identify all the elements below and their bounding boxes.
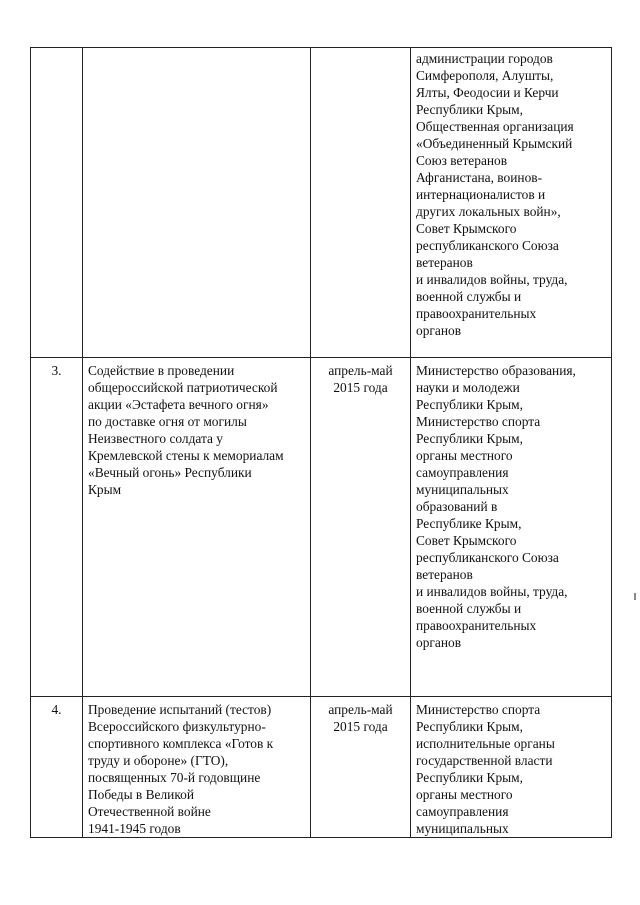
- text-line: Республики Крым,: [416, 431, 523, 446]
- text-line: образований в: [416, 499, 498, 514]
- text-line: Республике Крым,: [416, 516, 522, 531]
- text-line: республиканского Союза: [416, 550, 559, 565]
- text-line: труду и обороне» (ГТО),: [88, 753, 229, 768]
- text-line: Министерство спорта: [416, 414, 541, 429]
- row-number: 4.: [31, 697, 83, 838]
- text-line: Содействие в проведении: [88, 363, 235, 378]
- text-line: Афганистана, воинов-: [416, 170, 543, 185]
- text-line: Министерство спорта: [416, 702, 541, 717]
- scan-mark: [634, 593, 636, 600]
- text-line: Неизвестного солдата у: [88, 431, 224, 446]
- text-line: правоохранительных: [416, 306, 537, 321]
- text-line: Совет Крымского: [416, 221, 517, 236]
- text-line: других локальных войн»,: [416, 204, 561, 219]
- text-line: по доставке огня от могилы: [88, 414, 247, 429]
- text-line: и инвалидов войны, труда,: [416, 584, 568, 599]
- text-line: администрации городов: [416, 51, 553, 66]
- text-line: «Вечный огонь» Республики: [88, 465, 252, 480]
- text-line: органов: [416, 323, 462, 338]
- event-date: [311, 48, 411, 358]
- text-line: органов: [416, 635, 462, 650]
- text-line: государственной власти: [416, 753, 553, 768]
- text-line: республиканского Союза: [416, 238, 559, 253]
- text-line: 2015 года: [333, 380, 388, 395]
- responsible-parties: [411, 697, 612, 838]
- text-line: самоуправления: [416, 465, 509, 480]
- text-line: военной службы и: [416, 601, 522, 616]
- text-line: Республики Крым,: [416, 719, 523, 734]
- text-line: Республики Крым,: [416, 102, 523, 117]
- text-line: Крым: [88, 482, 122, 497]
- text-line: Совет Крымского: [416, 533, 517, 548]
- text-line: Ялты, Феодосии и Керчи: [416, 85, 559, 100]
- text-line: органы местного: [416, 787, 513, 802]
- events-table: [30, 47, 612, 838]
- event-description: [83, 48, 311, 358]
- responsible-parties: [411, 48, 612, 358]
- text-line: Республики Крым,: [416, 397, 523, 412]
- text-line: 1941-1945 годов: [88, 821, 181, 836]
- event-date: [311, 358, 411, 697]
- text-line: ветеранов: [416, 255, 473, 270]
- text-line: самоуправления: [416, 804, 509, 819]
- table-row: [31, 48, 612, 358]
- text-line: апрель-май: [328, 363, 393, 378]
- text-line: ветеранов: [416, 567, 473, 582]
- text-line: Победы в Великой: [88, 787, 195, 802]
- row-number: [31, 48, 83, 358]
- text-line: муниципальных: [416, 482, 509, 497]
- text-line: 2015 года: [333, 719, 388, 734]
- text-line: «Объединенный Крымский: [416, 136, 573, 151]
- text-line: и инвалидов войны, труда,: [416, 272, 568, 287]
- text-line: спортивного комплекса «Готов к: [88, 736, 274, 751]
- text-line: общероссийской патриотической: [88, 380, 278, 395]
- text-line: военной службы и: [416, 289, 522, 304]
- text-line: правоохранительных: [416, 618, 537, 633]
- text-line: апрель-май: [328, 702, 393, 717]
- table-row: [31, 697, 612, 838]
- text-line: науки и молодежи: [416, 380, 520, 395]
- event-date: [311, 697, 411, 838]
- text-line: органы местного: [416, 448, 513, 463]
- text-line: муниципальных: [416, 821, 509, 836]
- text-line: акции «Эстафета вечного огня»: [88, 397, 269, 412]
- text-line: Кремлевской стены к мемориалам: [88, 448, 284, 463]
- text-line: Отечественной войне: [88, 804, 211, 819]
- text-line: Симферополя, Алушты,: [416, 68, 554, 83]
- event-description: [83, 358, 311, 697]
- responsible-parties: [411, 358, 612, 697]
- text-line: посвященных 70-й годовщине: [88, 770, 261, 785]
- event-description: [83, 697, 311, 838]
- text-line: Республики Крым,: [416, 770, 523, 785]
- text-line: Министерство образования,: [416, 363, 576, 378]
- text-line: Всероссийского физкультурно-: [88, 719, 266, 734]
- text-line: Проведение испытаний (тестов): [88, 702, 272, 717]
- row-number: 3.: [31, 358, 83, 697]
- text-line: Союз ветеранов: [416, 153, 508, 168]
- text-line: Общественная организация: [416, 119, 574, 134]
- text-line: исполнительные органы: [416, 736, 555, 751]
- text-line: интернационалистов и: [416, 187, 546, 202]
- table-row: [31, 358, 612, 697]
